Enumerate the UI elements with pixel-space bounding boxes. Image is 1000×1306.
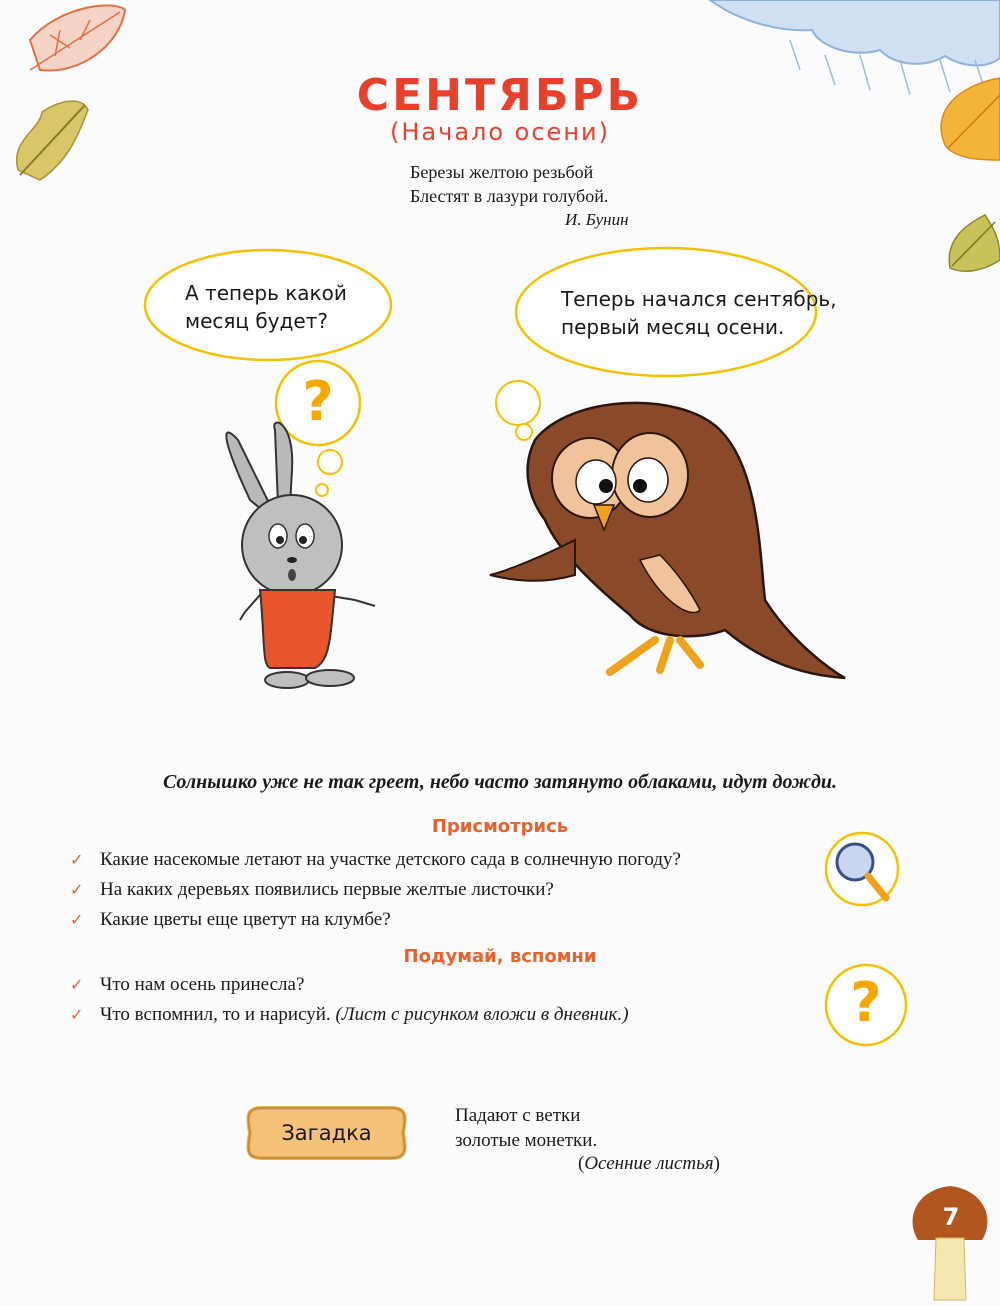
think-list: [70, 970, 629, 1030]
think-heading: Подумай, вспомни: [403, 946, 597, 967]
owl-illustration: [490, 403, 845, 678]
riddle-answer: (Осенние листья): [578, 1153, 720, 1174]
bunny-speech: А теперь какой месяц будет?: [185, 281, 347, 333]
check-icon: ✓: [70, 910, 84, 929]
think-note: (Лист с рисунком вложи в дневник.): [335, 1004, 629, 1025]
poem: [410, 160, 608, 208]
riddle-text: Падают с ветки золотые монетки.: [455, 1105, 598, 1151]
page-title: СЕНТЯБРЬ: [356, 70, 644, 121]
look-heading: Присмотрись: [431, 816, 569, 837]
poem-line: Блестят в лазури голубой.: [410, 186, 609, 206]
list-item: ✓ Что вспомнил, то и нарисуй. (Лист с рисунком вложи в дневник.): [70, 1000, 629, 1030]
page-number: 7: [942, 1203, 960, 1231]
list-item: ✓ Какие насекомые летают на участке детского сада в солнечную погоду?: [70, 845, 681, 875]
question-mark-icon: ?: [302, 370, 334, 433]
check-icon: ✓: [70, 975, 84, 994]
list-item: ✓ Что нам осень принесла?: [70, 970, 629, 1000]
check-icon: ✓: [70, 880, 84, 899]
magnifier-icon: [826, 833, 898, 905]
list-item: ✓ На каких деревьях появились первые желтые листочки?: [70, 875, 681, 905]
bunny-illustration: [226, 423, 375, 688]
page-subtitle: (Начало осени): [390, 118, 610, 146]
look-list: [70, 845, 681, 935]
green-leaf-icon: [949, 215, 1000, 271]
question-mark-icon: ?: [850, 971, 882, 1034]
poem-author: И. Бунин: [565, 210, 629, 229]
lead-text: Солнышко уже не так греет, небо часто затянуто облаками, идут дожди.: [162, 771, 838, 793]
owl-speech: Теперь начался сентябрь, первый месяц осени.: [561, 287, 837, 339]
list-item: ✓ Какие цветы еще цветут на клумбе?: [70, 905, 681, 935]
check-icon: ✓: [70, 850, 84, 869]
riddle-badge: Загадка: [281, 1121, 372, 1145]
poem-line: Березы желтою резьбой: [410, 162, 594, 182]
red-leaf-icon: [30, 5, 125, 70]
check-icon: ✓: [70, 1005, 84, 1024]
